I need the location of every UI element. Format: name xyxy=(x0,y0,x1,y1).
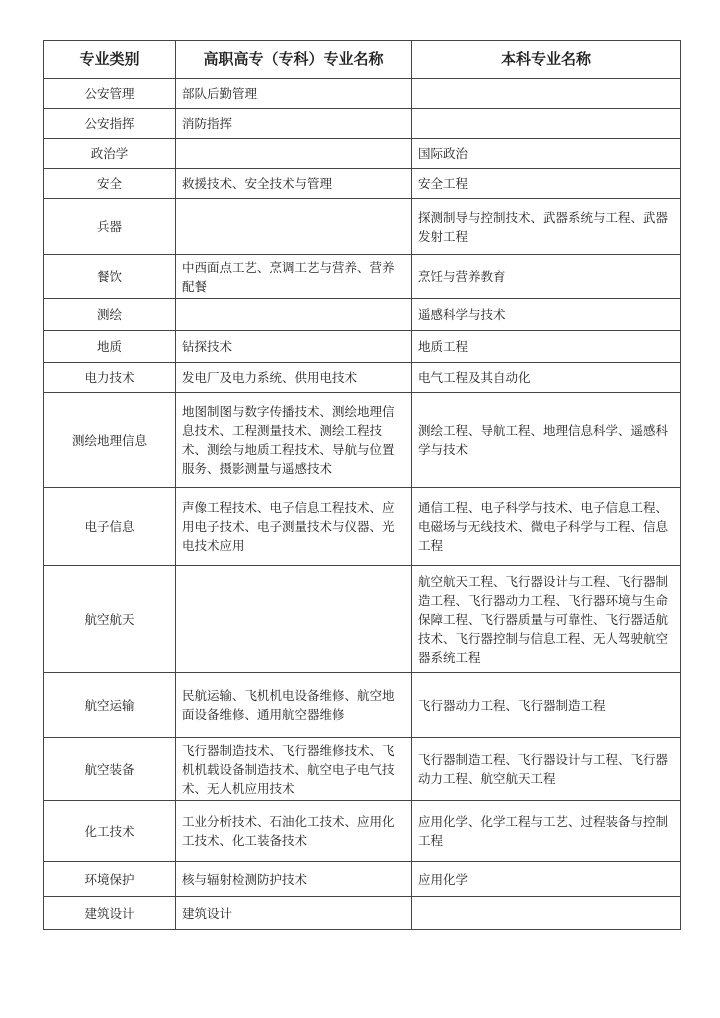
bachelor-cell: 应用化学、化学工程与工艺、过程装备与控制工程 xyxy=(412,801,681,862)
bachelor-cell: 应用化学 xyxy=(412,862,681,897)
bachelor-cell xyxy=(412,79,681,109)
vocational-cell: 核与辐射检测防护技术 xyxy=(176,862,412,897)
table-row xyxy=(44,738,681,801)
bachelor-cell: 探测制导与控制技术、武器系统与工程、武器发射工程 xyxy=(412,199,681,255)
header-bachelor: 本科专业名称 xyxy=(412,41,681,79)
bachelor-cell: 地质工程 xyxy=(412,331,681,363)
header-category: 专业类别 xyxy=(44,41,176,79)
table-row xyxy=(44,299,681,331)
table-row xyxy=(44,673,681,738)
category-cell: 建筑设计 xyxy=(44,897,176,930)
table-row xyxy=(44,566,681,673)
header-row xyxy=(44,41,681,79)
category-cell: 公安指挥 xyxy=(44,109,176,139)
bachelor-cell: 国际政治 xyxy=(412,139,681,169)
bachelor-cell: 飞行器动力工程、飞行器制造工程 xyxy=(412,673,681,738)
table-row xyxy=(44,488,681,566)
header-vocational: 高职高专（专科）专业名称 xyxy=(176,41,412,79)
vocational-cell: 飞行器制造技术、飞行器维修技术、飞机机载设备制造技术、航空电子电气技术、无人机应用技术 xyxy=(176,738,412,801)
bachelor-cell: 烹饪与营养教育 xyxy=(412,255,681,299)
category-cell: 环境保护 xyxy=(44,862,176,897)
bachelor-cell: 通信工程、电子科学与技术、电子信息工程、电磁场与无线技术、微电子科学与工程、信息工程 xyxy=(412,488,681,566)
vocational-cell: 建筑设计 xyxy=(176,897,412,930)
category-cell: 安全 xyxy=(44,169,176,199)
vocational-cell xyxy=(176,566,412,673)
category-cell: 航空装备 xyxy=(44,738,176,801)
category-cell: 测绘地理信息 xyxy=(44,393,176,488)
vocational-cell: 工业分析技术、石油化工技术、应用化工技术、化工装备技术 xyxy=(176,801,412,862)
table-row xyxy=(44,897,681,930)
table-row xyxy=(44,801,681,862)
category-cell: 测绘 xyxy=(44,299,176,331)
vocational-cell: 部队后勤管理 xyxy=(176,79,412,109)
vocational-cell xyxy=(176,199,412,255)
category-cell: 公安管理 xyxy=(44,79,176,109)
majors-table xyxy=(43,40,681,930)
table-row xyxy=(44,331,681,363)
table-row xyxy=(44,199,681,255)
category-cell: 政治学 xyxy=(44,139,176,169)
bachelor-cell: 电气工程及其自动化 xyxy=(412,363,681,393)
vocational-cell: 中西面点工艺、烹调工艺与营养、营养配餐 xyxy=(176,255,412,299)
bachelor-cell: 遥感科学与技术 xyxy=(412,299,681,331)
table-row xyxy=(44,862,681,897)
category-cell: 航空航天 xyxy=(44,566,176,673)
vocational-cell: 消防指挥 xyxy=(176,109,412,139)
vocational-cell xyxy=(176,299,412,331)
vocational-cell: 地图制图与数字传播技术、测绘地理信息技术、工程测量技术、测绘工程技术、测绘与地质工程技术、导航与位置服务、摄影测量与遥感技术 xyxy=(176,393,412,488)
category-cell: 电力技术 xyxy=(44,363,176,393)
category-cell: 餐饮 xyxy=(44,255,176,299)
bachelor-cell: 测绘工程、导航工程、地理信息科学、遥感科学与技术 xyxy=(412,393,681,488)
category-cell: 兵器 xyxy=(44,199,176,255)
vocational-cell: 救援技术、安全技术与管理 xyxy=(176,169,412,199)
bachelor-cell: 飞行器制造工程、飞行器设计与工程、飞行器动力工程、航空航天工程 xyxy=(412,738,681,801)
table-row xyxy=(44,363,681,393)
table-row xyxy=(44,139,681,169)
vocational-cell xyxy=(176,139,412,169)
table-row xyxy=(44,169,681,199)
bachelor-cell: 航空航天工程、飞行器设计与工程、飞行器制造工程、飞行器动力工程、飞行器环境与生命保障工程、飞行器质量与可靠性、飞行器适航技术、飞行器控制与信息工程、无人驾驶航空器系统工程 xyxy=(412,566,681,673)
bachelor-cell: 安全工程 xyxy=(412,169,681,199)
table-row xyxy=(44,79,681,109)
vocational-cell: 民航运输、飞机机电设备维修、航空地面设备维修、通用航空器维修 xyxy=(176,673,412,738)
vocational-cell: 发电厂及电力系统、供用电技术 xyxy=(176,363,412,393)
table-row xyxy=(44,109,681,139)
category-cell: 地质 xyxy=(44,331,176,363)
bachelor-cell xyxy=(412,897,681,930)
category-cell: 航空运输 xyxy=(44,673,176,738)
bachelor-cell xyxy=(412,109,681,139)
category-cell: 化工技术 xyxy=(44,801,176,862)
table-row xyxy=(44,393,681,488)
category-cell: 电子信息 xyxy=(44,488,176,566)
vocational-cell: 声像工程技术、电子信息工程技术、应用电子技术、电子测量技术与仪器、光电技术应用 xyxy=(176,488,412,566)
vocational-cell: 钻探技术 xyxy=(176,331,412,363)
table-row xyxy=(44,255,681,299)
